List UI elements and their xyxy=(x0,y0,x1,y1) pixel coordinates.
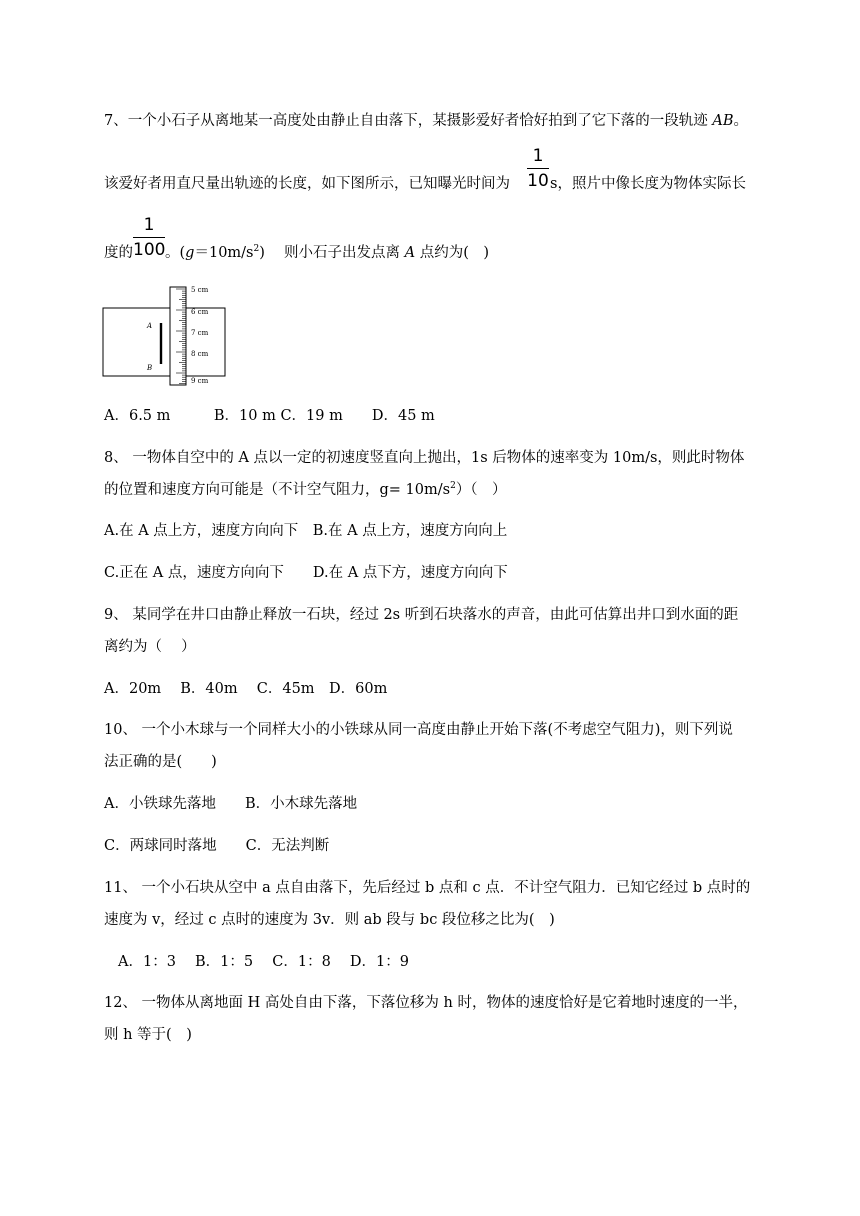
point-b-label: B xyxy=(147,364,153,372)
q7-line3-text-b: 。( xyxy=(165,245,186,261)
q7-options: A．6.5 m B．10 m C．19 m D．45 m xyxy=(104,408,435,424)
exposure-fraction xyxy=(527,146,549,191)
q7-text: 7、一个小石子从离地某一高度处由静止自由落下，某摄影爱好者恰好拍到了它下落的一段轨迹 xyxy=(104,113,713,129)
q8-line2 xyxy=(104,480,507,500)
q10-line1: 10、 一个小木球与一个同样大小的小铁球从同一高度由静止开始下落(不考虑空气阻力)，则下列说 xyxy=(104,722,733,738)
q7-line2b xyxy=(550,174,746,194)
fraction-numerator: 1 xyxy=(143,215,155,235)
q7-line2a xyxy=(104,174,510,194)
superscript: 2 xyxy=(450,481,456,492)
q9-line2: 离约为（ ） xyxy=(104,639,196,655)
fraction-denominator: 10 xyxy=(527,171,549,191)
superscript: 2 xyxy=(253,244,260,255)
q8-line1: 8、 一物体自空中的 A 点以一定的初速度竖直向上抛出，1s 后物体的速率变为 10m/s，则此时物体 xyxy=(104,450,745,466)
q9-options: A．20m B．40m C．45m D．60m xyxy=(104,681,388,697)
fraction-numerator: 1 xyxy=(532,146,544,166)
q8-options-ab: A.在 A 点上方，速度方向向下 B.在 A 点上方，速度方向向上 xyxy=(104,523,508,539)
q11-options: A．1：3 B．1：5 C．1：8 D．1：9 xyxy=(118,954,409,970)
q7-line3-text: 度的 xyxy=(104,245,133,261)
q7-text-end: 。 xyxy=(733,113,748,129)
q7-line3-text-d: ) 则小石子出发点离 xyxy=(259,245,405,261)
scale-fraction xyxy=(133,215,165,260)
q7-line2-text: 该爱好者用直尺量出轨迹的长度，如下图所示，已知曝光时间为 xyxy=(104,176,510,192)
ruler-label-7cm: 7 cm xyxy=(191,329,209,337)
fraction-denominator: 100 xyxy=(133,240,166,260)
point-a-label: A xyxy=(147,322,153,330)
ruler-label-8cm: 8 cm xyxy=(191,350,209,358)
q7-line2-text-b: s，照片中像长度为物体实际长 xyxy=(550,176,746,192)
q10-options-ab: A．小铁球先落地 B．小木球先落地 xyxy=(104,796,358,812)
fraction-bar xyxy=(527,168,549,169)
q12-line1: 12、 一物体从离地面 H 高处自由下落，下落位移为 h 时，物体的速度恰好是它着地时速度的一半， xyxy=(104,995,748,1011)
q7-line3-text-e: 点约为( ) xyxy=(415,245,490,261)
q7-ab: AB xyxy=(712,113,734,129)
ruler-label-6cm: 6 cm xyxy=(191,308,209,316)
q8-line2-text-b: ）（ ） xyxy=(455,482,507,498)
q10-line2: 法正确的是( ) xyxy=(104,754,217,770)
q7-line3b xyxy=(165,243,489,263)
ruler-figure xyxy=(102,286,262,386)
g-symbol: g xyxy=(185,245,195,261)
point-a-symbol: A xyxy=(404,245,416,261)
q11-line1: 11、 一个小石块从空中 a 点自由落下，先后经过 b 点和 c 点．不计空气阻力．已知它经过 b 点时的 xyxy=(104,880,751,896)
fraction-bar xyxy=(133,237,165,238)
q8-line2-text: 的位置和速度方向可能是（不计空气阻力，g= 10m/s xyxy=(104,482,451,498)
q7-line3a xyxy=(104,243,133,263)
ruler-diagram xyxy=(102,286,262,386)
g-value: ＝10m/s xyxy=(194,245,254,261)
q8-options-cd: C.正在 A 点，速度方向向下 D.在 A 点下方，速度方向向下 xyxy=(104,565,508,581)
q10-options-cd: C．两球同时落地 C．无法判断 xyxy=(104,838,330,854)
ruler-label-9cm: 9 cm xyxy=(191,377,209,385)
q12-line2: 则 h 等于( ) xyxy=(104,1027,192,1043)
q11-line2: 速度为 v，经过 c 点时的速度为 3v．则 ab 段与 bc 段位移之比为( ) xyxy=(104,912,555,928)
q7-line1 xyxy=(104,111,748,131)
q9-line1: 9、 某同学在井口由静止释放一石块，经过 2s 听到石块落水的声音，由此可估算出井口到水面的距 xyxy=(104,607,739,623)
ruler-label-5cm: 5 cm xyxy=(191,286,209,294)
